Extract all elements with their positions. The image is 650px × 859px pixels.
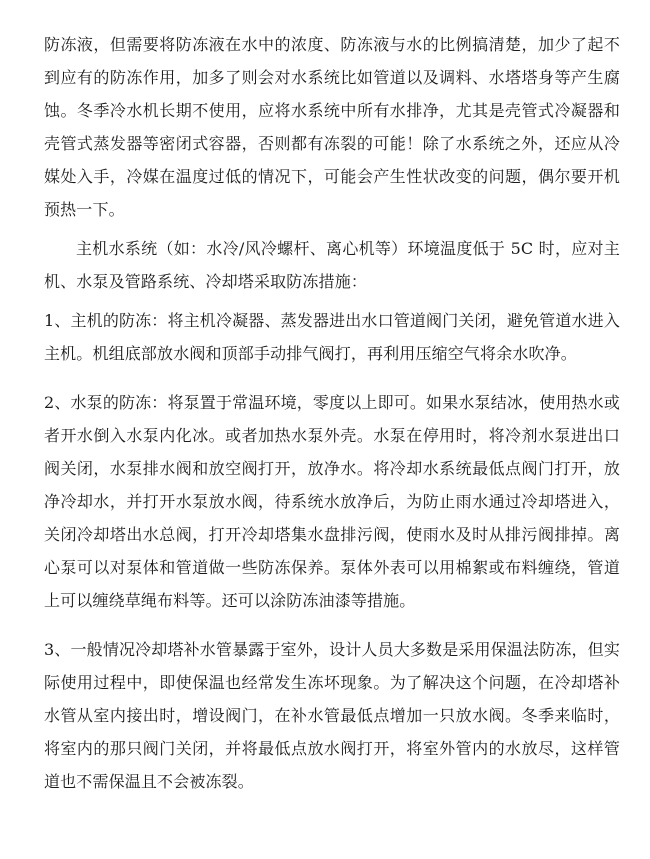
- pump-antifreeze-paragraph: 2、水泵的防冻：将泵置于常温环境，零度以上即可。如果水泵结冰，使用热水或者开水倒入水泵内化冰。或者加热水泵外壳。水泵在停用时，将冷剂水泵进出口阀关闭，水泵排水阀和放空阀打开，放净水。将冷却水系统最低点阀门打开，放净冷却水，并打开水泵放水阀，待系统水放净后，为防止雨水通过冷却塔进入，关闭冷却塔出水总阀，打开冷却塔集水盘排污阀，使雨水及时从排污阀排掉。离心泵可以对泵体和管道做一些防冻保养。泵体外表可以用棉絮或布料缠绕，管道上可以缠绕草绳布料等。还可以涂防冻油漆等措施。: [44, 393, 620, 610]
- intro-paragraph: 防冻液，但需要将防冻液在水中的浓度、防冻液与水的比例搞清楚，加少了起不到应有的防冻作用，加多了则会对水系统比如管道以及调料、水塔塔身等产生腐蚀。冬季冷水机长期不使用，应将水系统中所有水排净，尤其是壳管式冷凝器和壳管式蒸发器等密闭式容器，否则都有冻裂的可能！除了水系统之外，还应从冷媒处入手，冷媒在温度过低的情况下，可能会产生性状改变的问题，偶尔要开机预热一下。: [44, 35, 620, 219]
- cooling-tower-paragraph: 3、一般情况冷却塔补水管暴露于室外，设计人员大多数是采用保温法防冻，但实际使用过程中，即使保温也经常发生冻坏现象。为了解决这个问题，在冷却塔补水管从室内接出时，增设阀门，在补水管最低点增加一只放水阀。冬季来临时，将室内的那只阀门关闭，并将最低点放水阀打开，将室外管内的水放尽，这样管道也不需保温且不会被冻裂。: [44, 640, 620, 791]
- spacer: [44, 370, 620, 386]
- main-system-paragraph: 主机水系统（如：水冷/风冷螺杆、离心机等）环境温度低于 5C 时，应对主机、水泵及管路系统、冷却塔采取防冻措施：: [44, 239, 620, 291]
- spacer: [44, 617, 620, 633]
- host-antifreeze-paragraph: 1、主机的防冻：将主机冷凝器、蒸发器进出水口管道阀门关闭，避免管道水进入主机。机组底部放水阀和顶部手动排气阀打，再利用压缩空气将余水吹净。: [44, 311, 620, 363]
